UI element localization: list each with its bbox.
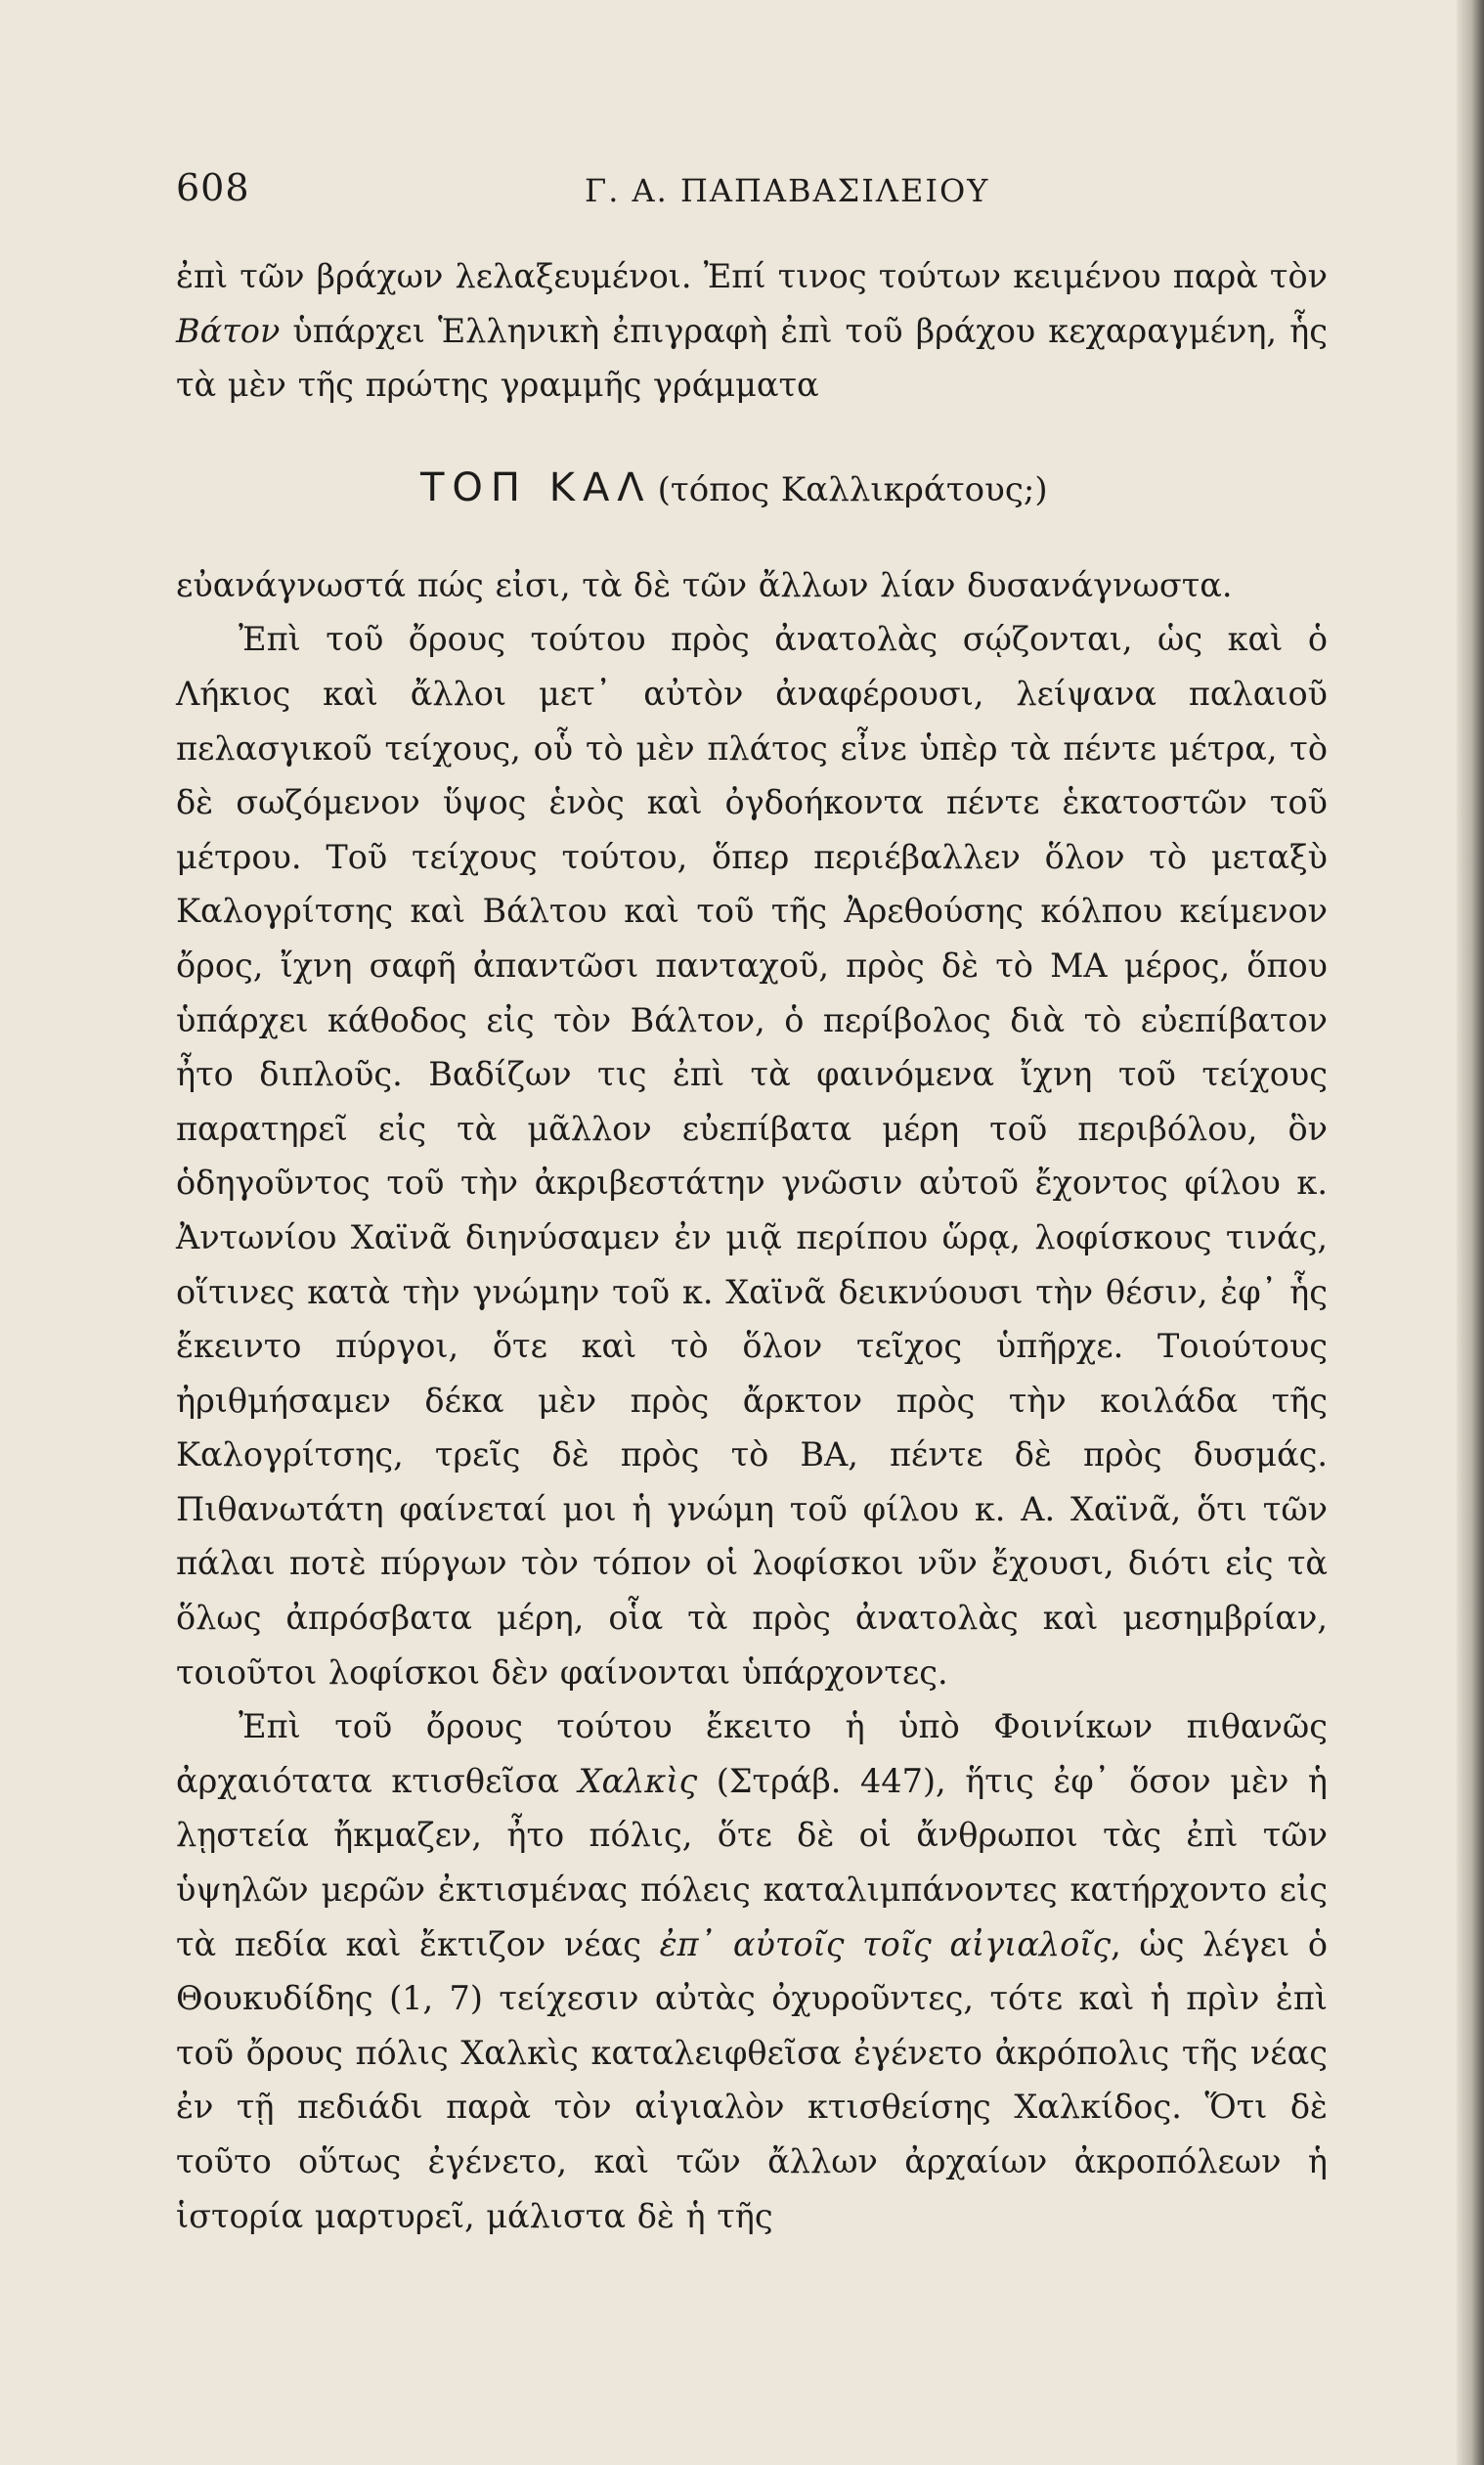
page-number: 608 [176,166,250,209]
paragraph-1-italic-vaton: Βάτον [176,311,281,350]
paragraph-3: Ἐπὶ τοῦ ὄρους τούτου πρὸς ἀνατολὰς σῴζονται, ὡς καὶ ὁ Λήκιος καὶ ἄλλοι μετ᾽ αὐτὸν ἀναφέρουσι, λείψανα παλαιοῦ πελασγικοῦ τείχους, οὗ τὸ μὲν πλάτος εἶνε ὑπὲρ τὰ πέντε μέτρα, τὸ δὲ σωζόμενον ὕψος ἑνὸς καὶ ὀγδοήκοντα πέντε ἑκατοστῶν τοῦ μέτρου. Τοῦ τείχους τούτου, ὅπερ περιέβαλλεν ὅλον τὸ μεταξὺ Καλογρίτσης καὶ Βάλτου καὶ τοῦ τῆς Ἀρεθούσης κόλπου κείμενον ὄρος, ἴχνη σαφῆ ἀπαντῶσι πανταχοῦ, πρὸς δὲ τὸ ΜΑ μέρος, ὅπου ὑπάρχει κάθοδος εἰς τὸν Βάλτον, ὁ περίβολος διὰ τὸ εὐεπίβατον ἦτο διπλοῦς. Βαδίζων τις ἐπὶ τὰ φαινόμενα ἴχνη τοῦ τείχους παρατηρεῖ εἰς τὰ μᾶλλον εὐεπίβατα μέρη τοῦ περιβόλου, ὃν ὁδηγοῦντος τοῦ τὴν ἀκριβεστάτην γνῶσιν αὐτοῦ ἔχοντος φίλου κ. Ἀντωνίου Χαϊνᾶ διηνύσαμεν ἐν μιᾷ περίπου ὥρᾳ, λοφίσκους τινάς, οἵτινες κατὰ τὴν γνώμην τοῦ κ. Χαϊνᾶ δεικνύουσι τὴν θέσιν, ἐφ᾽ ἧς ἔκειντο πύργοι, ὅτε καὶ τὸ ὅλον τεῖχος ὑπῆρχε. Τοιούτους ἠριθμήσαμεν δέκα μὲν πρὸς ἄρκτον πρὸς τὴν κοιλάδα τῆς Καλογρίτσης, τρεῖς δὲ πρὸς τὸ ΒΑ, πέντε δὲ πρὸς δυσμάς. Πιθανωτάτη φαίνεταί μοι ἡ γνώμη τοῦ φίλου κ. Α. Χαϊνᾶ, ὅτι τῶν πάλαι ποτὲ πύργων τὸν τόπον οἱ λοφίσκοι νῦν ἔχουσι, διότι εἰς τὰ ὅλως ἀπρόσβατα μέρη, οἷα τὰ πρὸς ἀνατολὰς καὶ μεσημβρίαν, τοιοῦτοι λοφίσκοι δὲν φαίνονται ὑπάρχοντες. [176,620,1328,1692]
paragraph-4-text-c: , ὡς λέγει ὁ Θουκυδίδης (1, 7) τείχεσιν αὐτὰς ὀχυροῦντες, τότε καὶ ἡ πρὶν ἐπὶ τοῦ ὄρους πόλις Χαλκὶς καταλειφθεῖσα ἐγένετο ἀκρόπολις τῆς νέας ἐν τῇ πεδιάδι παρὰ τὸν αἰγιαλὸν κτισθείσης Χαλκίδος. Ὅτι δὲ τοῦτο οὕτως ἐγένετο, καὶ τῶν ἄλλων ἀρχαίων ἀκροπόλεων ἡ ἱστορία μαρτυρεῖ, μάλιστα δὲ ἡ τῆς [176,1924,1328,2235]
paragraph-4-text-a: Ἐπὶ τοῦ ὄρους τούτου ἔκειτο ἡ ὑπὸ Φοινίκων πιθανῶς ἀρχαιότατα κτισθεῖσα [176,1707,1328,1800]
page-edge-shadow [1457,0,1484,2465]
paragraph-4 [176,1699,1328,2243]
body-text [176,249,1328,2243]
running-head: Γ. Α. ΠΑΠΑΒΑΣΙΛΕΙΟΥ [585,172,990,209]
paragraph-1-text-b: ὑπάρχει Ἑλληνικὴ ἐπιγραφὴ ἐπὶ τοῦ βράχου κεχαραγμένη, ἧς τὰ μὲν τῆς πρώτης γραμμῆς γράμματα [176,311,1328,405]
paragraph-2: εὐανάγνωστά πώς εἰσι, τὰ δὲ τῶν ἄλλων λίαν δυσανάγνωστα. [176,565,1233,604]
inscription-line [176,461,1328,515]
paragraph-1 [176,249,1328,413]
paragraph-4-italic-chalkis: Χαλκὶς [578,1761,698,1800]
paragraph-4-italic-quote: ἐπ᾽ αὐτοῖς τοῖς αἰγιαλοῖς [659,1924,1112,1963]
inscription-note: (τόπος Καλλικράτους;) [657,469,1048,509]
inscription-text: ΤΟΠ ΚΑΛ [420,464,652,510]
page-header [176,166,1398,225]
paragraph-4-text-b: (Στράβ. 447), ἥτις ἐφ᾽ ὅσον μὲν ἡ λῃστεία ἤκμαζεν, ἦτο πόλις, ὅτε δὲ οἱ ἄνθρωποι τὰς ἐπὶ τῶν ὑψηλῶν μερῶν ἐκτισμένας πόλεις καταλιμπάνοντες κατήρχοντο εἰς τὰ πεδία καὶ ἔκτιζον νέας [176,1761,1328,1963]
paragraph-1-text-a: ἐπὶ τῶν βράχων λελαξευμένοι. Ἐπί τινος τούτων κειμένου παρὰ τὸν [176,257,1328,295]
